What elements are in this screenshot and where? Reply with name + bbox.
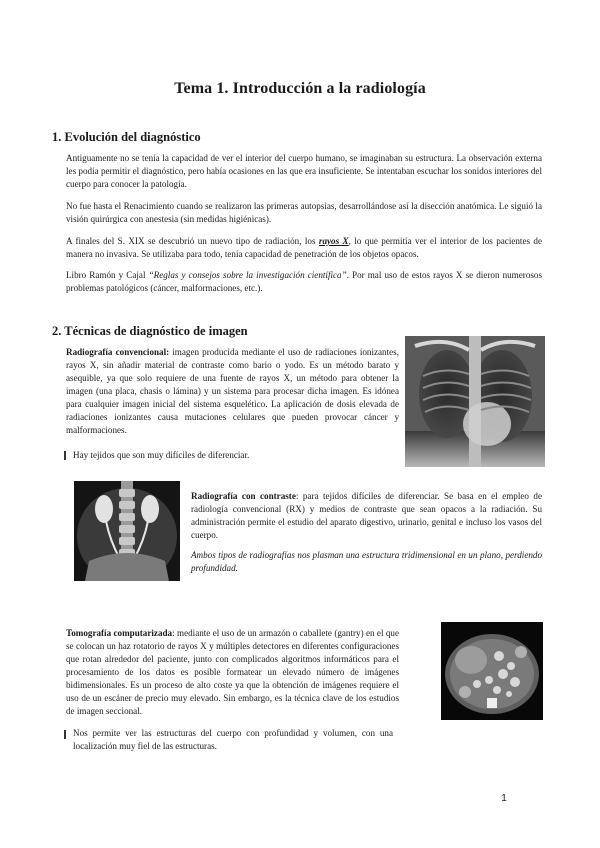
text-run: : para tejidos difíciles de diferenciar. Se basa en el empleo de radiología convencional (RX) y medios de contraste que sean opacos a la radiación. Su administración permite el estudio del aparato digestivo, urinario, genital e incluso los vasos del cuerpo. bbox=[191, 491, 542, 540]
term-radiografia-contraste: Radiografía con contraste bbox=[191, 491, 296, 501]
note-marker bbox=[64, 730, 66, 739]
note-tejidos: Hay tejidos que son muy difíciles de diferenciar. bbox=[73, 450, 250, 460]
text-run: imagen producida mediante el uso de radiaciones ionizantes, rayos X, sin añadir material de contraste como bario o yodo. Es un método barato y asequible, ya que solo requiere de una fuente de rayos X, un método para obtener la imagen (una placa, chasis o lámina) y un sistema para procesar dicha imagen. Es idónea para cualquier imagen inicial del sistema esquelético. La aplicación de dosis elevada de radiaciones ionizantes causa mutaciones celulares que pueden provocar cáncer y malformaciones. bbox=[66, 347, 399, 435]
page-title: Tema 1. Introducción a la radiología bbox=[174, 80, 426, 97]
text-run: . Por mal uso de estos rayos X se dieron numerosos problemas patológicos (cáncer, malformaciones, etc.). bbox=[66, 270, 542, 293]
paragraph-renacimiento: No fue hasta el Renacimiento cuando se realizaron las primeras autopsias, desarrollándose así la disección anatómica. Le siguió la visión quirúrgica con anestesia (sin medidas higiénicas). bbox=[66, 201, 542, 224]
text-run: , lo que permitía ver el interior de los pacientes de manera no invasiva. Se utilizaba para todo, tenía capacidad de penetración de los objetos opacos. bbox=[66, 236, 543, 259]
text-run: : mediante el uso de un armazón o caballete (gantry) en el que se colocan un haz rotatorio de rayos X y múltiples detectores en diferentes configuraciones que rotan alrededor del paciente, junto con complicados algoritmos informáticos para el procesamiento de los datos es posible formatear un elevado número de imágenes bidimensionales. Es un proceso de alto coste ya que la obtención de imágenes requiere el uso de un escáner de precio muy elevado. Sin embargo, es la técnica clave de los estudios de imagen seccional. bbox=[66, 628, 399, 716]
text-run: Libro Ramón y Cajal bbox=[66, 270, 149, 280]
term-radiografia-convencional: Radiografía convencional: bbox=[66, 347, 170, 357]
note-ambos-tipos: Ambos tipos de radiografías nos plasman una estructura tridimensional en un plano, perdiendo profundidad. bbox=[191, 550, 542, 573]
chest-xray-graphic bbox=[405, 336, 545, 467]
book-title: “Reglas y consejos sobre la investigación científica” bbox=[148, 270, 347, 280]
ct-scan-graphic bbox=[441, 622, 543, 720]
ct-scan-image bbox=[441, 622, 543, 720]
paragraph-antiguamente: Antiguamente no se tenía la capacidad de ver el interior del cuerpo humano, se imaginaban su estructura. La observación externa les podía permitir el diagnóstico, pero había ocasiones en las que era insuficiente. Se intentaban escuchar los sonidos interiores del cuerpo para conocer la patología. bbox=[66, 153, 542, 189]
paragraph-rayos-x bbox=[66, 235, 542, 261]
note-marker bbox=[64, 451, 66, 460]
text-run: A finales del S. XIX se descubrió un nuevo tipo de radiación, los bbox=[66, 236, 319, 246]
paragraph-radiografia-convencional bbox=[66, 346, 399, 437]
paragraph-ramon-y-cajal bbox=[66, 269, 542, 295]
contrast-xray-image bbox=[74, 481, 180, 581]
paragraph-radiografia-contraste bbox=[191, 490, 542, 542]
contrast-xray-graphic bbox=[74, 481, 180, 581]
section-heading-evolucion: 1. Evolución del diagnóstico bbox=[52, 130, 201, 144]
section-heading-tecnicas: 2. Técnicas de diagnóstico de imagen bbox=[52, 324, 248, 338]
page-number: 1 bbox=[501, 793, 507, 804]
rayos-x-term: rayos X bbox=[318, 236, 349, 246]
chest-xray-image bbox=[405, 336, 545, 467]
paragraph-tomografia bbox=[66, 627, 399, 718]
note-profundidad: Nos permite ver las estructuras del cuerpo con profundidad y volumen, con una localización muy fiel de las estructuras. bbox=[73, 728, 393, 751]
term-tomografia-computarizada: Tomografía computarizada bbox=[66, 628, 173, 638]
